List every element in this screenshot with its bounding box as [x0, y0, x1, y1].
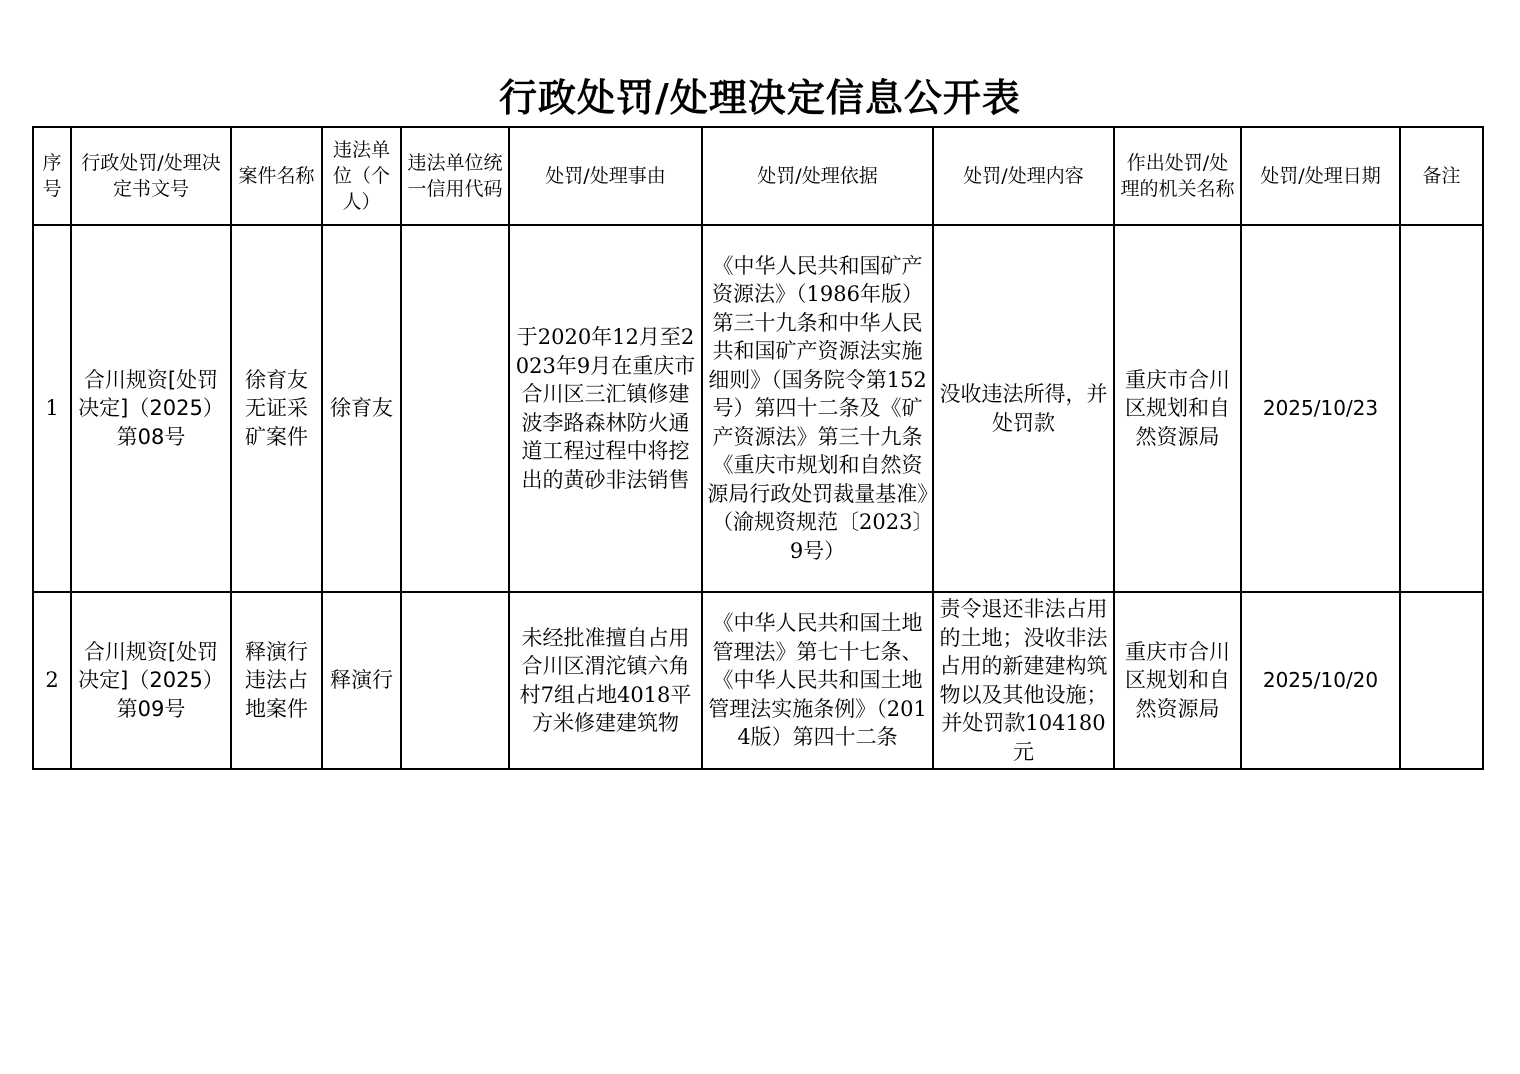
cell-date: 2025/10/23: [1241, 225, 1400, 592]
cell-remark: [1400, 225, 1483, 592]
header-content: 处罚/处理内容: [933, 127, 1114, 225]
header-credit-code: 违法单位统一信用代码: [401, 127, 509, 225]
header-basis: 处罚/处理依据: [702, 127, 933, 225]
cell-party: 徐育友: [322, 225, 401, 592]
header-authority: 作出处罚/处理的机关名称: [1114, 127, 1241, 225]
cell-authority: 重庆市合川区规划和自然资源局: [1114, 225, 1241, 592]
table-row: [33, 225, 1483, 592]
cell-seq: 2: [33, 592, 71, 769]
cell-authority: 重庆市合川区规划和自然资源局: [1114, 592, 1241, 769]
cell-credit-code: [401, 592, 509, 769]
cell-basis: 《中华人民共和国矿产资源法》（1986年版）第三十九条和中华人民共和国矿产资源法实施细则》（国务院令第152号）第四十二条及《矿产资源法》第三十九条《重庆市规划和自然资源局行政处罚裁量基准》（渝规资规范〔2023〕9号）: [702, 225, 933, 592]
cell-date: 2025/10/20: [1241, 592, 1400, 769]
cell-content: 责令退还非法占用的土地；没收非法占用的新建建构筑物以及其他设施；并处罚款104180元: [933, 592, 1114, 769]
cell-remark: [1400, 592, 1483, 769]
cell-doc-no: 合川规资[处罚决定]（2025）第08号: [71, 225, 231, 592]
cell-party: 释演行: [322, 592, 401, 769]
table-row: [33, 592, 1483, 769]
cell-credit-code: [401, 225, 509, 592]
header-reason: 处罚/处理事由: [509, 127, 702, 225]
penalty-disclosure-table: [32, 126, 1484, 770]
header-doc-no: 行政处罚/处理决定书文号: [71, 127, 231, 225]
header-case-name: 案件名称: [231, 127, 322, 225]
header-seq: 序号: [33, 127, 71, 225]
cell-case-name: 释演行违法占地案件: [231, 592, 322, 769]
cell-content: 没收违法所得，并处罚款: [933, 225, 1114, 592]
cell-basis: 《中华人民共和国土地管理法》第七十七条、《中华人民共和国土地管理法实施条例》（2014版）第四十二条: [702, 592, 933, 769]
cell-reason: 于2020年12月至2023年9月在重庆市合川区三汇镇修建波李路森林防火通道工程过程中将挖出的黄砂非法销售: [509, 225, 702, 592]
table-header-row: [33, 127, 1483, 225]
page-title: 行政处罚/处理决定信息公开表: [499, 75, 1021, 120]
cell-case-name: 徐育友无证采矿案件: [231, 225, 322, 592]
header-party: 违法单位（个人）: [322, 127, 401, 225]
cell-seq: 1: [33, 225, 71, 592]
header-remark: 备注: [1400, 127, 1483, 225]
cell-doc-no: 合川规资[处罚决定]（2025）第09号: [71, 592, 231, 769]
cell-reason: 未经批准擅自占用合川区渭沱镇六角村7组占地4018平方米修建建筑物: [509, 592, 702, 769]
header-date: 处罚/处理日期: [1241, 127, 1400, 225]
